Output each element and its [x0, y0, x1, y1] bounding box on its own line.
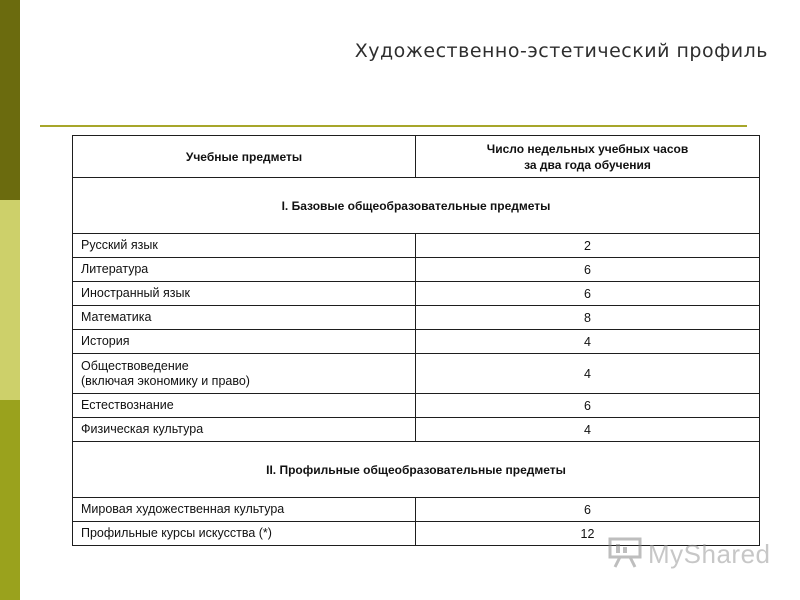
header-subjects: Учебные предметы: [73, 136, 416, 178]
subject-cell: Профильные курсы искусства (*): [73, 522, 416, 546]
slide-title: Художественно-эстетический профиль: [354, 40, 768, 62]
side-stripe-bottom: [0, 400, 20, 600]
hours-cell: 4: [416, 354, 760, 394]
section-row-profile: [73, 442, 760, 498]
table-row: [73, 282, 760, 306]
subject-cell: Естествознание: [73, 394, 416, 418]
subject-line1: Обществоведение: [81, 358, 189, 373]
table-row: [73, 258, 760, 282]
watermark: [608, 536, 771, 573]
section-row-base: [73, 178, 760, 234]
hours-cell: 4: [416, 330, 760, 354]
hours-cell: 6: [416, 282, 760, 306]
header-hours-line2: за два года обучения: [524, 157, 651, 172]
watermark-text: MyShared: [648, 539, 771, 569]
section-base-title: I. Базовые общеобразовательные предметы: [73, 178, 760, 234]
hours-cell: 2: [416, 234, 760, 258]
hours-cell: 12: [416, 522, 760, 546]
table-row: [73, 330, 760, 354]
table-row: [73, 498, 760, 522]
header-hours-line1: Число недельных учебных часов: [486, 141, 689, 156]
side-stripe-top: [0, 0, 20, 200]
presentation-board-icon: [608, 536, 642, 573]
hours-cell: 6: [416, 498, 760, 522]
subject-cell: [73, 354, 416, 394]
subject-cell: Литература: [73, 258, 416, 282]
subject-cell: Русский язык: [73, 234, 416, 258]
hours-cell: 6: [416, 258, 760, 282]
section-profile-title: II. Профильные общеобразовательные предметы: [73, 442, 760, 498]
table-header-row: [73, 136, 760, 178]
hours-cell: 6: [416, 394, 760, 418]
title-divider: [40, 125, 747, 127]
side-stripe-middle: [0, 200, 20, 400]
subject-cell: История: [73, 330, 416, 354]
table-row: [73, 306, 760, 330]
hours-cell: 4: [416, 418, 760, 442]
subject-line2: (включая экономику и право): [81, 373, 250, 388]
table-row: [73, 234, 760, 258]
table-row: [73, 418, 760, 442]
subject-cell: Математика: [73, 306, 416, 330]
subject-cell: Физическая культура: [73, 418, 416, 442]
header-hours: [416, 136, 760, 178]
subject-cell: Иностранный язык: [73, 282, 416, 306]
curriculum-table: [72, 135, 760, 546]
table-row: [73, 394, 760, 418]
subject-cell: Мировая художественная культура: [73, 498, 416, 522]
hours-cell: 8: [416, 306, 760, 330]
table-row: [73, 354, 760, 394]
